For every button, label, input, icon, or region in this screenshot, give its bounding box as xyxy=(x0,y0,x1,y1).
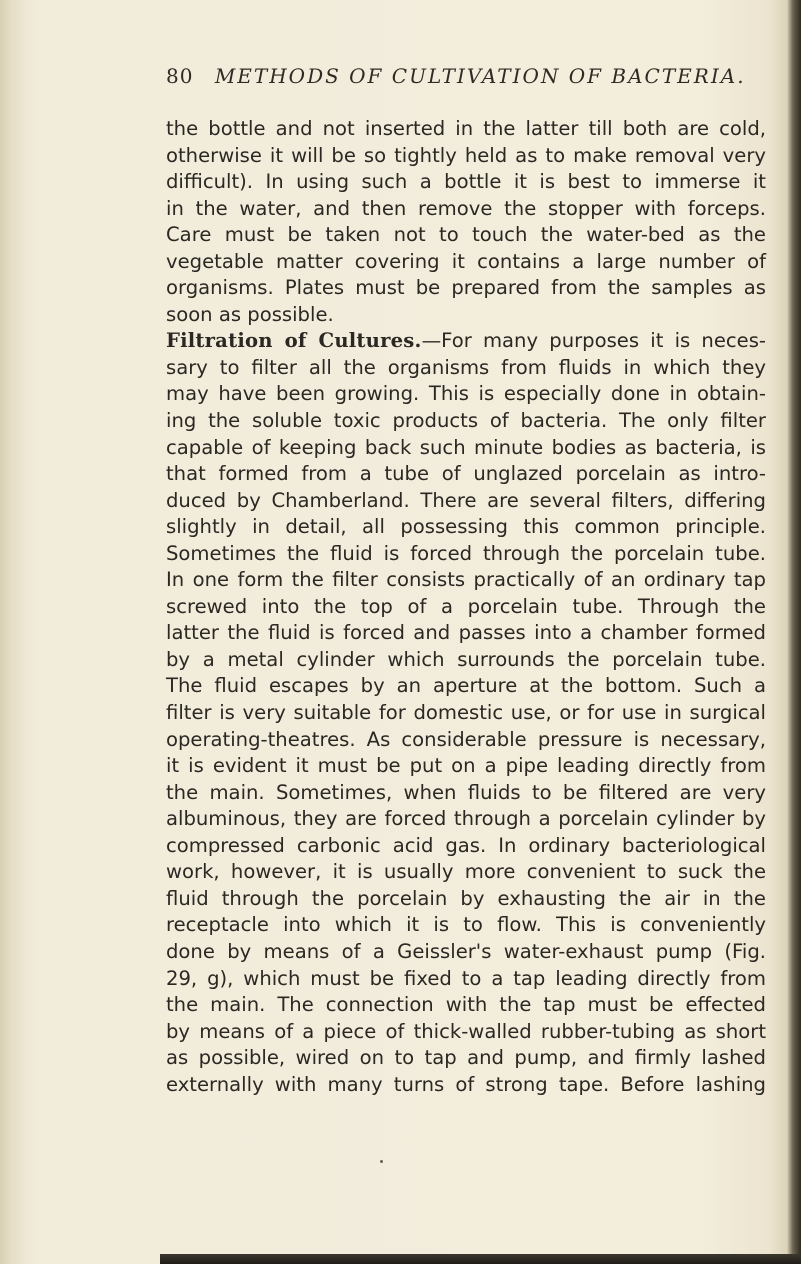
section-heading: Filtration of Cultures. xyxy=(166,329,422,353)
page-bottom-edge xyxy=(160,1254,801,1264)
page-gutter-shadow xyxy=(0,0,26,1264)
chapter-title: METHODS OF CULTIVATION OF BACTERIA. xyxy=(214,64,746,88)
text-line: difficult). In using such a bottle it is best to immerse it xyxy=(166,170,766,194)
text-line xyxy=(166,328,766,355)
text-line: the main. The connection with the tap must be effected xyxy=(166,993,766,1017)
text-line: The fluid escapes by an aperture at the bottom. Such a xyxy=(166,674,766,698)
text-line: capable of keeping back such minute bodies as bacteria, is xyxy=(166,435,766,459)
text-line: work, however, it is usually more convenient to suck the xyxy=(166,860,766,884)
page-edge-shadow xyxy=(787,0,801,1264)
text-line: latter the fluid is forced and passes into a chamber formed xyxy=(166,621,766,645)
text-line: ing the soluble toxic products of bacteria. The only filter xyxy=(166,409,766,433)
text-line: organisms. Plates must be prepared from the samples as xyxy=(166,276,766,300)
text-line: may have been growing. This is especially done in obtain- xyxy=(166,382,766,406)
paragraph-2 xyxy=(166,328,766,1098)
text-line: that formed from a tube of unglazed porcelain as intro- xyxy=(166,462,766,486)
text-line: duced by Chamberland. There are several filters, differing xyxy=(166,488,766,512)
text-line: In one form the filter consists practically of an ordinary tap xyxy=(166,568,766,592)
text-line: it is evident it must be put on a pipe leading directly from xyxy=(166,754,766,778)
text-line: 29, g), which must be fixed to a tap leading directly from xyxy=(166,966,766,990)
text-line: the main. Sometimes, when fluids to be filtered are very xyxy=(166,780,766,804)
text-line: filter is very suitable for domestic use, or for use in surgical xyxy=(166,701,766,725)
text-line: by a metal cylinder which surrounds the porcelain tube. xyxy=(166,647,766,671)
text-line: albuminous, they are forced through a porcelain cylinder by xyxy=(166,807,766,831)
text-line: soon as possible. xyxy=(166,302,334,326)
text-line: Care must be taken not to touch the water-bed as the xyxy=(166,223,766,247)
text-line: by means of a piece of thick-walled rubber-tubing as short xyxy=(166,1019,766,1043)
text-line: compressed carbonic acid gas. In ordinary bacteriological xyxy=(166,833,766,857)
text-line: vegetable matter covering it contains a large number of xyxy=(166,249,766,273)
text-line: otherwise it will be so tightly held as to make removal very xyxy=(166,143,766,167)
text-line: receptacle into which it is to flow. This is conveniently xyxy=(166,913,766,937)
text-line: done by means of a Geissler's water-exhaust pump (Fig. xyxy=(166,939,766,963)
paragraph-1 xyxy=(166,116,766,328)
text-line: the bottle and not inserted in the latter till both are cold, xyxy=(166,117,766,140)
text-line: in the water, and then remove the stopper with forceps. xyxy=(166,196,766,220)
body-text xyxy=(166,116,766,1098)
text-line: as possible, wired on to tap and pump, and firmly lashed xyxy=(166,1046,766,1070)
text-line: externally with many turns of strong tape. Before lashing xyxy=(166,1072,766,1096)
text-line: screwed into the top of a porcelain tube. Through the xyxy=(166,594,766,618)
text-line: Sometimes the fluid is forced through the porcelain tube. xyxy=(166,541,766,565)
text-line: slightly in detail, all possessing this common principle. xyxy=(166,515,766,539)
ink-speck xyxy=(380,1160,383,1163)
running-head xyxy=(166,64,746,88)
text-line: operating-theatres. As considerable pressure is necessary, xyxy=(166,727,766,751)
text-line: fluid through the porcelain by exhausting the air in the xyxy=(166,886,766,910)
heading-line-rest: —For many purposes it is neces- xyxy=(421,329,766,353)
page-number: 80 xyxy=(166,64,194,88)
text-line: sary to filter all the organisms from fluids in which they xyxy=(166,355,766,379)
